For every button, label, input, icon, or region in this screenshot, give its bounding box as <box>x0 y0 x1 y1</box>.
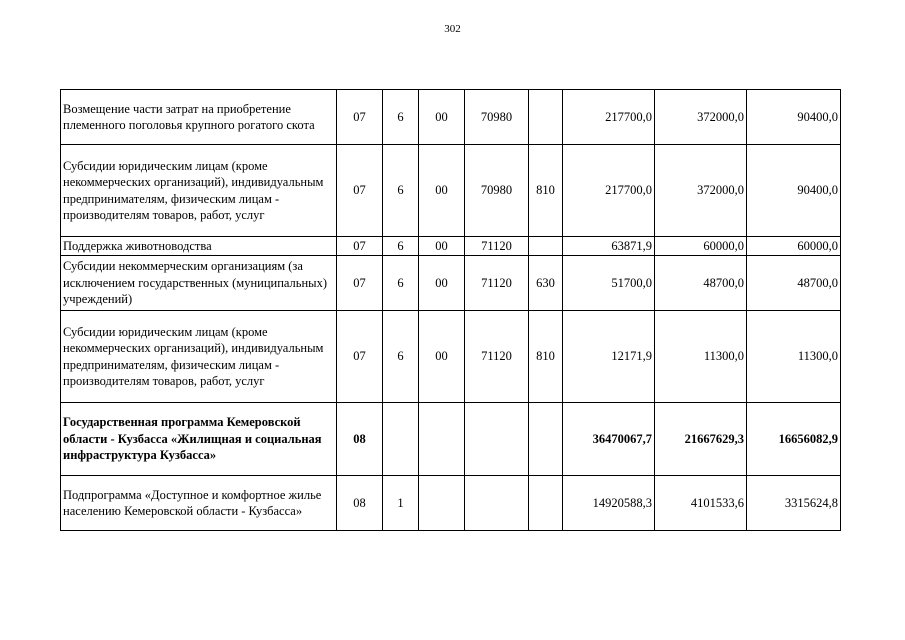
table-row <box>61 237 841 256</box>
cell-value-1: 14920588,3 <box>563 476 655 531</box>
cell-value-1: 63871,9 <box>563 237 655 256</box>
cell-code-1: 07 <box>337 145 383 237</box>
table-row <box>61 256 841 311</box>
row-name: Поддержка животноводства <box>61 237 337 256</box>
cell-code-2: 6 <box>383 145 419 237</box>
cell-code-1: 07 <box>337 90 383 145</box>
cell-value-3: 3315624,8 <box>747 476 841 531</box>
cell-code-2: 6 <box>383 256 419 311</box>
cell-code-3 <box>419 403 465 476</box>
row-name: Возмещение части затрат на приобретение племенного поголовья крупного рогатого скота <box>61 90 337 145</box>
cell-value-2: 372000,0 <box>655 145 747 237</box>
cell-value-1: 51700,0 <box>563 256 655 311</box>
page-number: 302 <box>444 23 461 35</box>
cell-value-3: 60000,0 <box>747 237 841 256</box>
cell-code-1: 08 <box>337 476 383 531</box>
cell-value-3: 11300,0 <box>747 311 841 403</box>
cell-code-3 <box>419 476 465 531</box>
budget-table <box>60 89 841 531</box>
row-name: Субсидии юридическим лицам (кроме некоммерческих организаций), индивидуальным предпринимателям, физическим лицам - производителям товаров, работ, услуг <box>61 311 337 403</box>
table-row <box>61 403 841 476</box>
cell-code-4: 71120 <box>465 311 529 403</box>
cell-code-1: 07 <box>337 256 383 311</box>
cell-value-3: 16656082,9 <box>747 403 841 476</box>
cell-code-3: 00 <box>419 90 465 145</box>
cell-code-2: 6 <box>383 237 419 256</box>
cell-code-5 <box>529 90 563 145</box>
cell-code-5 <box>529 237 563 256</box>
cell-code-4: 70980 <box>465 145 529 237</box>
cell-value-2: 60000,0 <box>655 237 747 256</box>
cell-code-2: 6 <box>383 311 419 403</box>
cell-code-5 <box>529 403 563 476</box>
table-body <box>61 90 841 531</box>
cell-value-2: 372000,0 <box>655 90 747 145</box>
cell-code-4: 70980 <box>465 90 529 145</box>
row-name: Государственная программа Кемеровской области - Кузбасса «Жилищная и социальная инфраструктура Кузбасса» <box>61 403 337 476</box>
table-row <box>61 145 841 237</box>
cell-value-1: 36470067,7 <box>563 403 655 476</box>
cell-code-3: 00 <box>419 237 465 256</box>
cell-code-2 <box>383 403 419 476</box>
cell-value-2: 48700,0 <box>655 256 747 311</box>
cell-value-3: 90400,0 <box>747 145 841 237</box>
table-row <box>61 90 841 145</box>
cell-code-4: 71120 <box>465 256 529 311</box>
cell-code-5: 630 <box>529 256 563 311</box>
cell-code-2: 6 <box>383 90 419 145</box>
cell-code-1: 08 <box>337 403 383 476</box>
cell-code-5: 810 <box>529 311 563 403</box>
cell-code-3: 00 <box>419 311 465 403</box>
table-row <box>61 311 841 403</box>
cell-code-1: 07 <box>337 311 383 403</box>
cell-code-5: 810 <box>529 145 563 237</box>
row-name: Субсидии юридическим лицам (кроме некоммерческих организаций), индивидуальным предпринимателям, физическим лицам - производителям товаров, работ, услуг <box>61 145 337 237</box>
cell-code-4: 71120 <box>465 237 529 256</box>
cell-value-1: 217700,0 <box>563 145 655 237</box>
cell-value-2: 21667629,3 <box>655 403 747 476</box>
row-name: Субсидии некоммерческим организациям (за исключением государственных (муниципальных) учреждений) <box>61 256 337 311</box>
cell-code-2: 1 <box>383 476 419 531</box>
cell-code-3: 00 <box>419 145 465 237</box>
cell-value-2: 11300,0 <box>655 311 747 403</box>
cell-code-5 <box>529 476 563 531</box>
cell-value-3: 48700,0 <box>747 256 841 311</box>
cell-code-3: 00 <box>419 256 465 311</box>
cell-value-1: 217700,0 <box>563 90 655 145</box>
cell-code-1: 07 <box>337 237 383 256</box>
cell-value-2: 4101533,6 <box>655 476 747 531</box>
cell-code-4 <box>465 476 529 531</box>
cell-value-3: 90400,0 <box>747 90 841 145</box>
row-name: Подпрограмма «Доступное и комфортное жилье населению Кемеровской области - Кузбасса» <box>61 476 337 531</box>
table-row <box>61 476 841 531</box>
cell-code-4 <box>465 403 529 476</box>
cell-value-1: 12171,9 <box>563 311 655 403</box>
